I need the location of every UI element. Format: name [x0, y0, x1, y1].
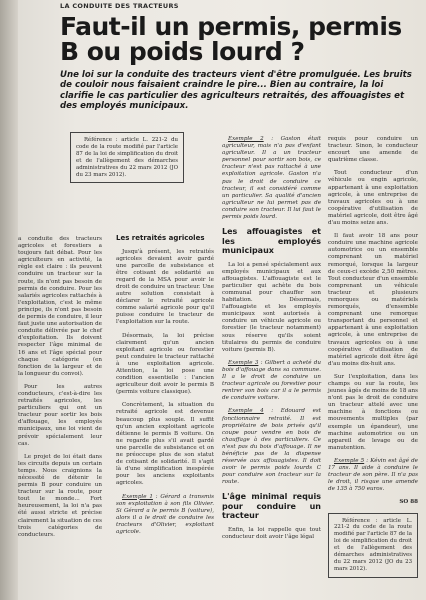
example-2-text: : Gaston était agriculteur, mais n'a pas d'enfant agriculteur. Il a un tracteur personnel pour sortir son bois, ce tracteur n'est pas rattaché à une exploitation agricole. Gaston n'a pas le droit de conduire ce tracteur, il est considéré comme un particulier. Sa qualité d'ancien agriculteur ne lui permet pas de conduire son tracteur. Il lui faut le permis poids lourd. — [222, 136, 321, 221]
example-1-text: : Gérard a transmis son exploitation à son fils Olivier. Si Gérard a le permis B (voiture), alors il a le droit de conduire les tracteurs d'Olivier, exploitant agricole. — [116, 493, 214, 535]
column-1 — [18, 236, 102, 545]
section-rubric: LA CONDUITE DES TRACTEURS — [60, 2, 179, 10]
article-title: Faut-il un permis, permis B ou poids lourd ? — [60, 12, 402, 66]
col4-paragraph: Sur l'exploitation, dans les champs ou sur la route, les jeunes âgés de moins de 18 ans n'ont pas le droit de conduire un tracteur attelé avec une machine à fonctions ou mouvements multiples (par exemple un épandeur), une machine automotrice ou un appareil de levage ou de manutention. — [328, 373, 418, 451]
col3-paragraph: La loi a pensé spécialement aux employés municipaux et aux affouagistes. L'affouagiste est le particulier qui achète du bois communal pour chauffer son habitation. Désormais, l'affouagiste et les employés municipaux sont autorisés à conduire un véhicule agricole ou forestier (le tracteur notamment) sous réserve qu'ils soient titulaires du permis de conduire voiture (permis B). — [222, 261, 321, 353]
article-lead: Une loi sur la conduite des tracteurs vient d'être promulguée. Les bruits de couloir nous faisaient craindre le pire... Bien au contraire, la loi clarifie le cas particulier des agriculteurs retraités, des affouagistes et des employés municipaux. — [60, 70, 412, 111]
reference-box-bottom — [328, 513, 418, 578]
example-3 — [222, 360, 321, 403]
col2-paragraph: Concrètement, la situation du retraité agricole est devenue beaucoup plus souple. Il suffit qu'un ancien exploitant agricole détienne le permis B voiture. On ne regarde plus s'il avait gardé une parcelle de subsistance et on ne préoccupe plus de son statut de cotisant de solidarité. Il s'agit là d'une simplification inespérée pour les anciens exploitants agricoles. — [116, 402, 214, 487]
example-3-label: Exemple 3 — [228, 359, 259, 366]
column-3 — [222, 136, 321, 547]
heading-age-minimal: L'âge minimal requis pour conduire un tracteur — [222, 492, 321, 521]
example-2-label: Exemple 2 — [228, 136, 264, 142]
example-5-label: Exemple 5 — [334, 457, 365, 464]
reference-text: Référence : article L. 221-2 du code de la route modifié par l'article 87 de la loi de simplification du droit et de l'allègement des démarches administratives du 22 mars 2012 (JO du 23 mars 2012). — [334, 517, 412, 572]
example-1-label: Exemple 1 — [122, 493, 153, 500]
col4-paragraph: requis pour conduire un tracteur. Sinon, le conducteur encourt une amende de quatrième classe. — [328, 136, 418, 164]
col2-paragraph: Désormais, la loi précise clairement qu'un ancien exploitant agricole ou forestier peut conduire le tracteur rattaché à une exploitation agricole. Attention, la loi pose une condition essentielle : l'ancien agriculteur doit avoir le permis B (permis voiture classique). — [116, 332, 214, 396]
col1-paragraph: Pour les autres conducteurs, c'est-à-dire les retraités agricoles, les particuliers qui ont un tracteur pour sortir les bois d'affouage, les employés municipaux, une loi vient de prévoir spécialement leur cas. — [18, 383, 102, 447]
example-5 — [328, 458, 418, 493]
example-2 — [222, 136, 321, 221]
example-4 — [222, 408, 321, 486]
col1-paragraph: Le projet de loi était dans les circuits depuis un certain temps. Nous craignions la nécessité de détenir le permis B pour conduire un tracteur sur la route, pour tout le monde... Fort heureusement, la loi n'a pas été aussi stricte et précise clairement la situation de ces trois catégories de conducteurs. — [18, 453, 102, 538]
col1-paragraph: a conduite des tracteurs agricoles et forestiers a toujours fait débat. Pour les agriculteurs en activité, la règle est claire : ils peuvent conduire un tracteur sur la route, ils n'ont pas besoin de permis de conduire. Pour les salariés agricoles rattachés à l'exploitation, c'est le même principe, ils n'ont pas besoin de permis de conduire, il leur faut juste une autorisation de conduite délivrée par le chef d'exploitation. Ils doivent respecter l'âge minimal de 16 ans et l'âge spécial pour chaque catégorie (en fonction de la largeur et de la longueur du convoi). — [18, 236, 102, 377]
reference-text: Référence : article L. 221-2 du code de la route modifié par l'article 87 de la loi de simplification du droit et de l'allègement des démarches administratives du 22 mars 2012 (JO du 23 mars 2012). — [76, 137, 178, 178]
col3-paragraph: Enfin, la loi rappelle que tout conducteur doit avoir l'âge légal — [222, 526, 321, 541]
page-fold-shadow — [0, 0, 18, 600]
reference-box-top — [70, 132, 184, 183]
col4-paragraph: Il faut avoir 18 ans pour conduire une machine agricole automotrice ou un ensemble comprenant un matériel remorqué, lorsque la largeur de ceux-ci excède 2,50 mètres. Tout conducteur d'un ensemble comprenant un véhicule tracteur et plusieurs remorques ou matériels remorqués, d'ensemble comprenant une remorque transportant du personnel et appartenant à une exploitation agricole, à une entreprise de travaux agricoles ou à une coopérative d'utilisation de matériel agricole doit être âgé d'au moins dix-huit ans. — [328, 233, 418, 367]
heading-retraites: Les retraités agricoles — [116, 234, 205, 242]
example-1 — [116, 494, 214, 537]
col4-paragraph: Tout conducteur d'un véhicule ou engin agricole, appartenant à une exploitation agricole, à une entreprise de travaux agricoles ou à une coopérative d'utilisation de matériel agricole, doit être âgé d'au moins seize ans. — [328, 170, 418, 227]
example-4-text: : Edouard est fonctionnaire retraité. Il est propriétaire de bois privés qu'il coupe pour vendre en bois de chauffage à des particuliers. Ce n'est pas du bois d'affouage. Il ne bénéficie pas de la dispense réservée aux affouagistes. Il doit avoir le permis poids lourds C pour conduire son tracteur sur la route. — [222, 408, 321, 486]
example-5-text: : Kévin est âgé de 17 ans. Il aide à conduire le tracteur de son père. Il n'a pas le droit, il risque une amende de 135 à 750 euros. — [328, 457, 418, 493]
author-signature: SO 88 — [399, 499, 418, 506]
example-4-label: Exemple 4 — [228, 408, 264, 415]
example-3-text: : Gilbert a acheté du bois d'affouage dans sa commune. Il a le droit de conduire un tracteur agricole ou forestier pour rentrer son bois car il a le permis de conduire voiture. — [222, 359, 321, 402]
heading-affouagistes: Les affouagistes et les employés municipaux — [222, 227, 321, 256]
column-4 — [328, 136, 418, 578]
col2-paragraph: Jusqu'à présent, les retraités agricoles devaient avoir gardé une parcelle de subsistance et être cotisant de solidarité au regard de la MSA pour avoir le droit de conduire un tracteur. Une autre solution consistait à déclarer le retraité agricole comme salarié agricole pour qu'il puisse conduire le tracteur de l'exploitation sur la route. — [116, 248, 214, 326]
column-2 — [116, 234, 214, 542]
